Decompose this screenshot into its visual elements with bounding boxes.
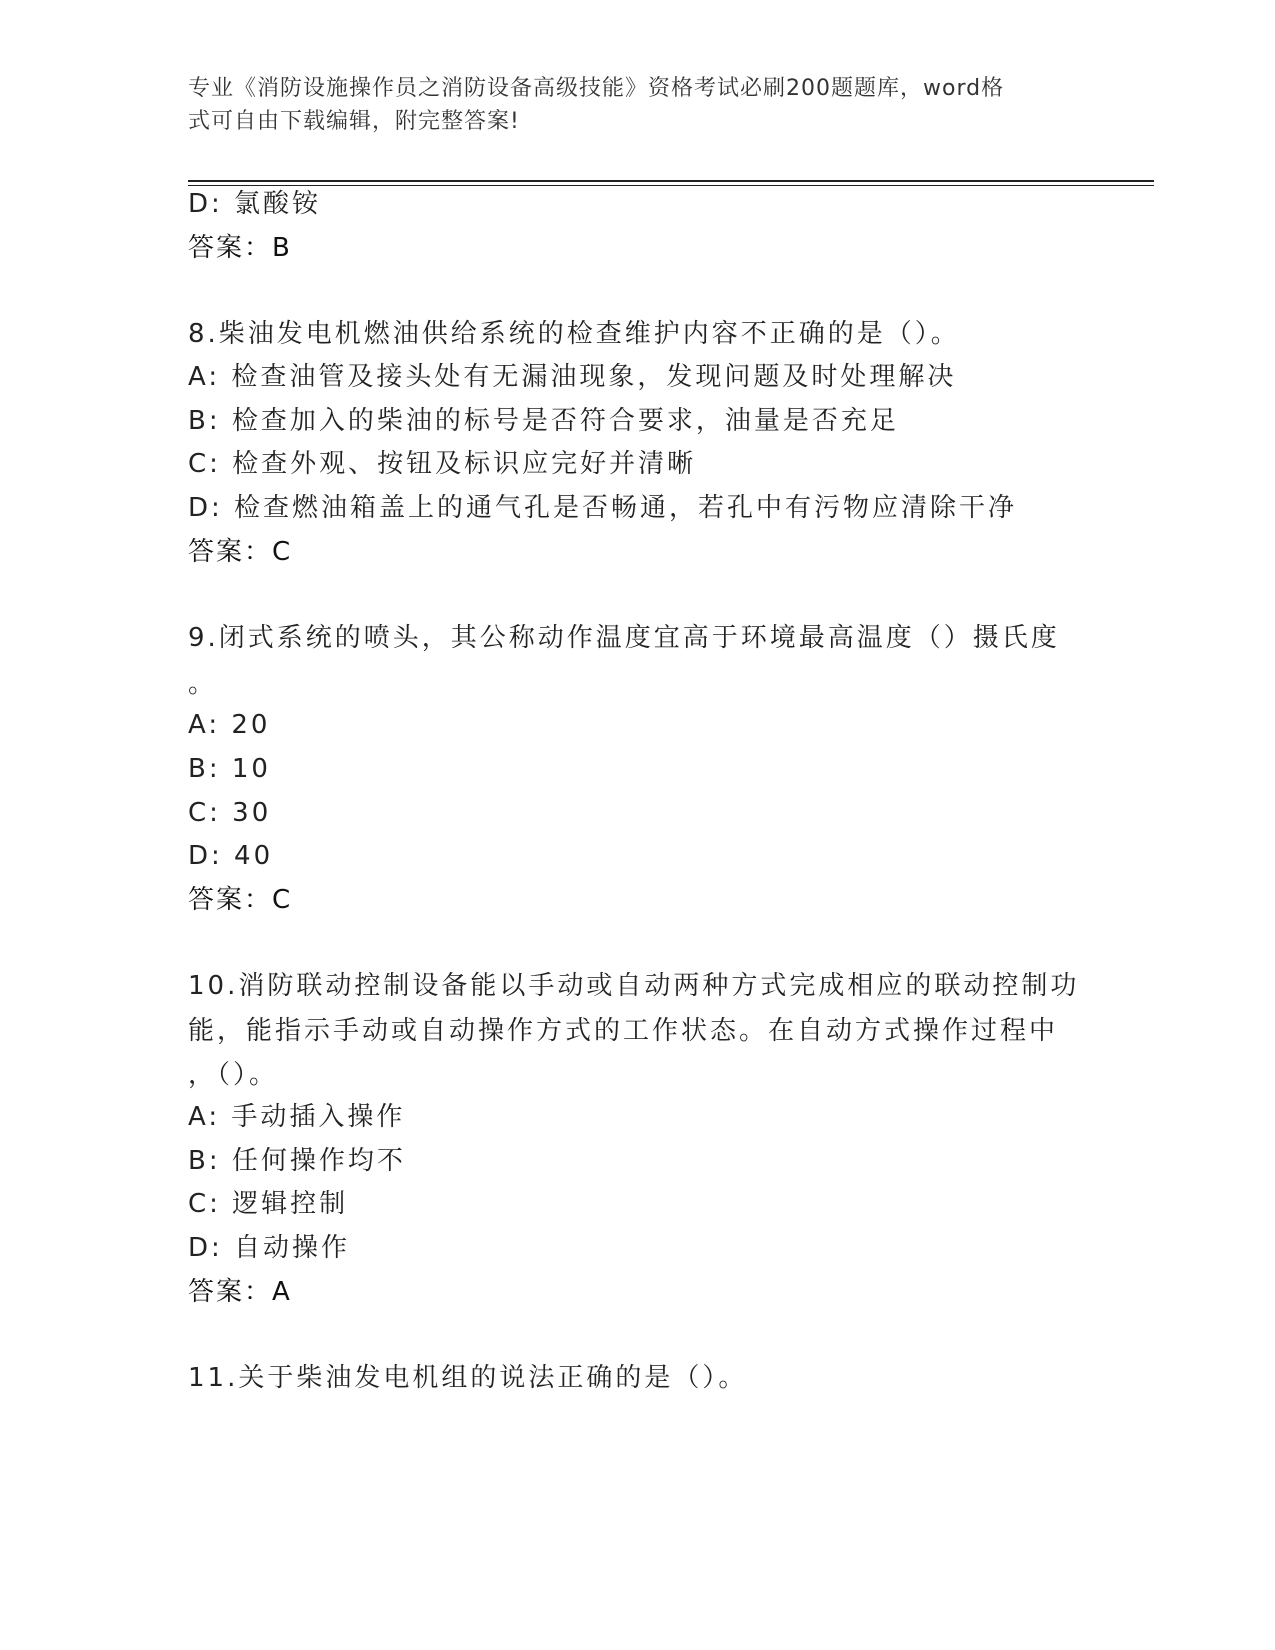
header-divider-thick <box>188 180 1154 182</box>
q10-option-a: A: 手动插入操作 <box>188 1102 406 1132</box>
q9-option-b: B: 10 <box>188 754 271 784</box>
q8-answer: 答案：C <box>188 537 293 567</box>
q8-option-c: C: 检查外观、按钮及标识应完好并清晰 <box>188 449 697 479</box>
header-line-1: 专业《消防设施操作员之消防设备高级技能》资格考试必刷200题题库，word格 <box>188 76 1005 101</box>
q10-answer: 答案：A <box>188 1277 292 1307</box>
q8-option-a: A: 检查油管及接头处有无漏油现象，发现问题及时处理解决 <box>188 362 957 392</box>
q9-option-d: D: 40 <box>188 841 274 871</box>
q9-question-line-1: 9.闭式系统的喷头，其公称动作温度宜高于环境最高温度（）摄氏度 <box>188 623 1060 653</box>
q10-question-line-3: ，（）。 <box>188 1060 279 1090</box>
prev-option-d: D: 氯酸铵 <box>188 189 322 219</box>
q9-option-c: C: 30 <box>188 798 272 828</box>
q9-answer: 答案：C <box>188 885 293 915</box>
q11-question: 11.关于柴油发电机组的说法正确的是（）。 <box>188 1363 748 1393</box>
prev-answer: 答案：B <box>188 233 292 263</box>
q10-question-line-1: 10.消防联动控制设备能以手动或自动两种方式完成相应的联动控制功 <box>188 971 1080 1001</box>
q9-option-a: A: 20 <box>188 710 271 740</box>
q8-question: 8.柴油发电机燃油供给系统的检查维护内容不正确的是（）。 <box>188 319 960 349</box>
header-divider-thin <box>188 185 1154 186</box>
q10-question-line-2: 能，能指示手动或自动操作方式的工作状态。在自动方式操作过程中 <box>188 1016 1059 1046</box>
q10-option-b: B: 任何操作均不 <box>188 1146 406 1176</box>
q8-option-b: B: 检查加入的柴油的标号是否符合要求，油量是否充足 <box>188 406 899 436</box>
q10-option-c: C: 逻辑控制 <box>188 1189 349 1219</box>
q8-option-d: D: 检查燃油箱盖上的通气孔是否畅通，若孔中有污物应清除干净 <box>188 493 1018 523</box>
document-header <box>188 72 1088 138</box>
header-line-2: 式可自由下载编辑，附完整答案! <box>188 109 520 134</box>
q10-option-d: D: 自动操作 <box>188 1233 351 1263</box>
q9-question-line-2: 。 <box>188 669 218 699</box>
